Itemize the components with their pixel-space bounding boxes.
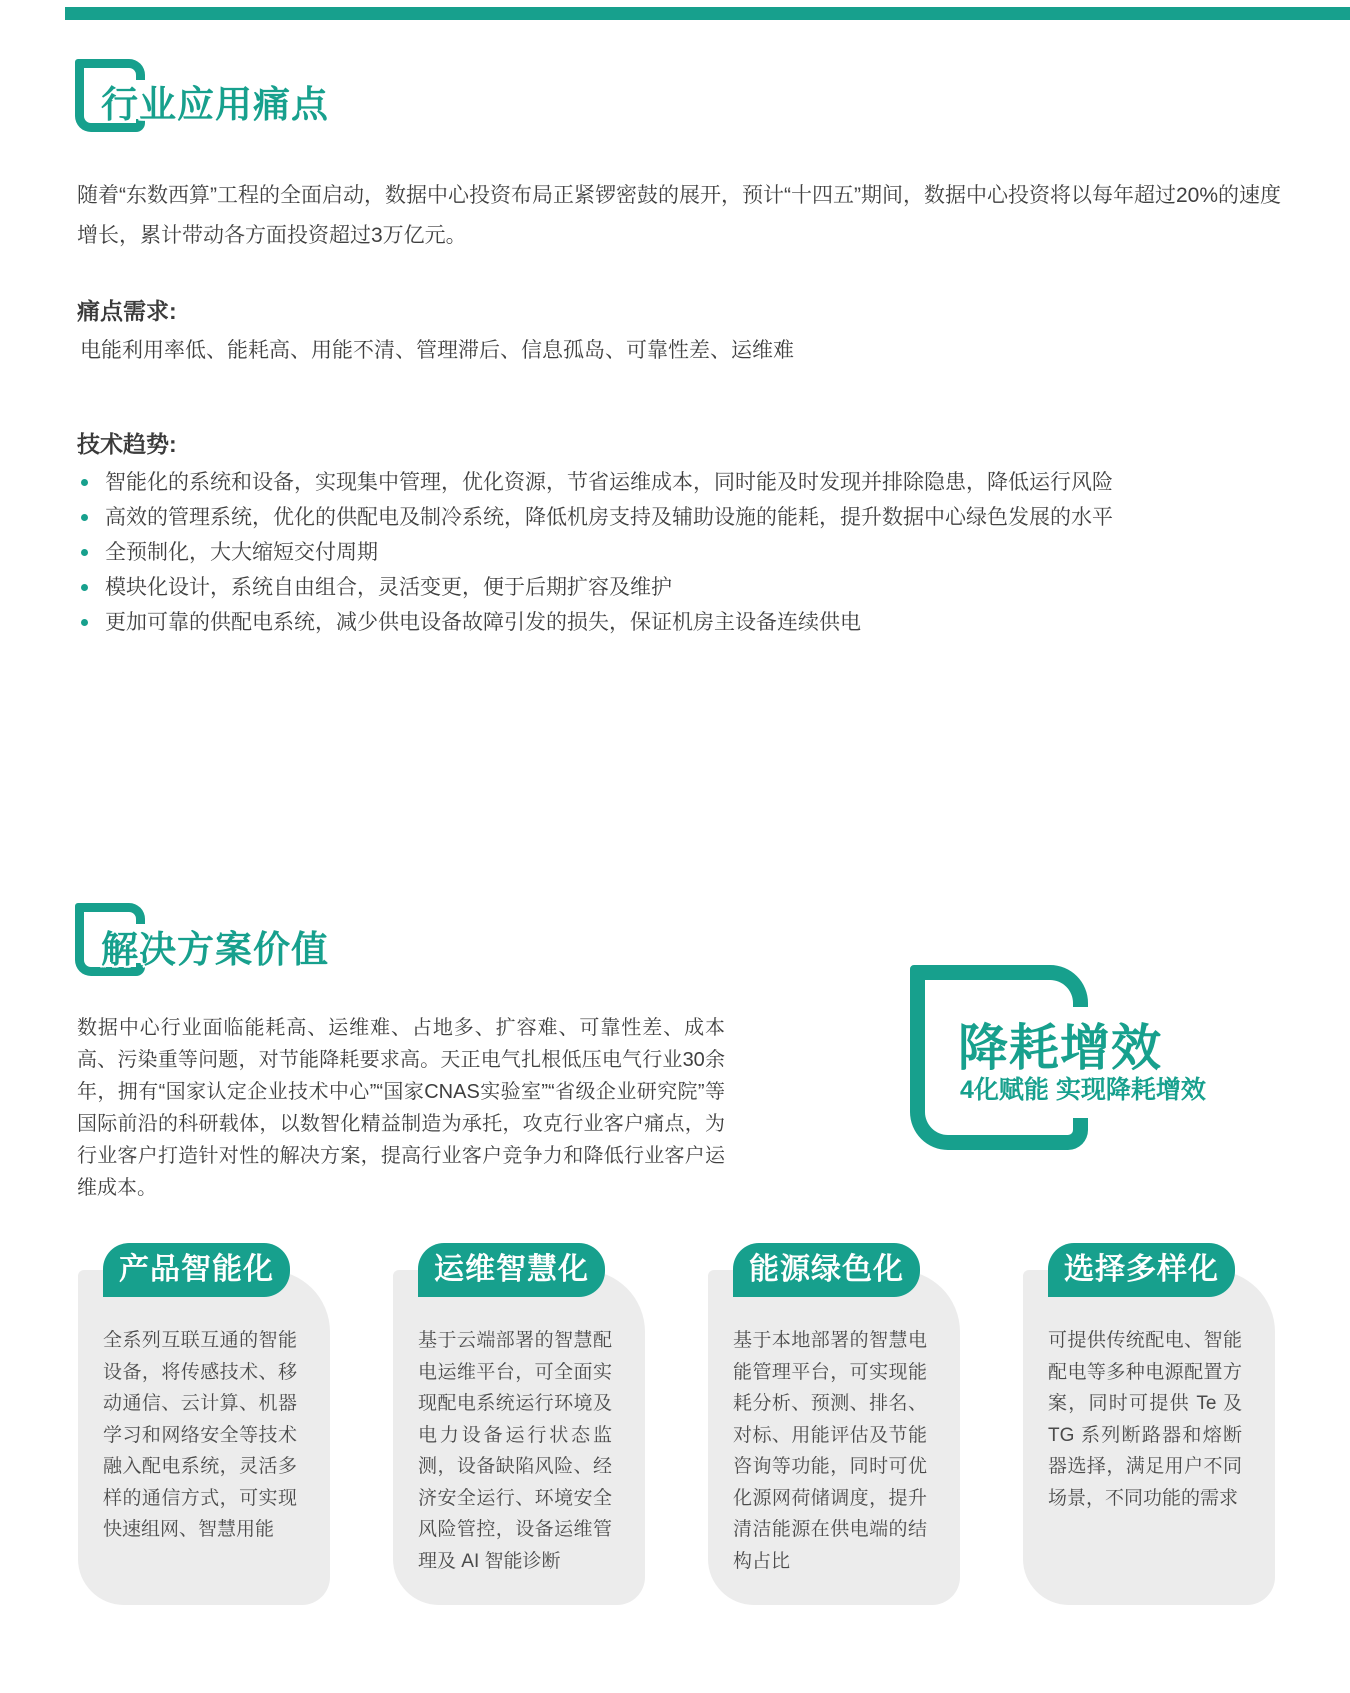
trend-bullet-item bbox=[77, 577, 1307, 598]
trend-bullet-item bbox=[77, 542, 1307, 563]
card-body-text: 全系列互联互通的智能设备，将传感技术、移动通信、云计算、机器学习和网络安全等技术融入配电系统，灵活多样的通信方式，可实现快速组网、智慧用能 bbox=[103, 1330, 297, 1540]
trend-bullet-text: 智能化的系统和设备，实现集中管理，优化资源，节省运维成本，同时能及时发现并排除隐患，降低运行风险 bbox=[105, 471, 1113, 494]
bullet-dot-icon bbox=[81, 549, 88, 556]
trend-bullet-text: 全预制化，大大缩短交付周期 bbox=[105, 541, 378, 564]
card-label-badge: 能源绿色化 bbox=[733, 1243, 920, 1297]
trend-bullet-item bbox=[77, 472, 1307, 493]
solution-intro-paragraph: 数据中心行业面临能耗高、运维难、占地多、扩容难、可靠性差、成本高、污染重等问题，对节能降耗要求高。天正电气扎根低压电气行业30余年，拥有“国家认定企业技术中心”“国家CNAS实验室”“省级企业研究院”等国际前沿的科研载体，以数智化精益制造为承托，攻克行业客户痛点，为行业客户打造针对性的解决方案，提高行业客户竞争力和降低行业客户运维成本。 bbox=[77, 1017, 725, 1199]
callout-subtitle: 4化赋能 实现降耗增效 bbox=[960, 1076, 1206, 1104]
card-body-text: 基于本地部署的智慧电能管理平台，可实现能耗分析、预测、排名、对标、用能评估及节能咨询等功能，同时可优化源网荷储调度，提升清洁能源在供电端的结构占比 bbox=[733, 1330, 927, 1572]
tech-trend-list bbox=[77, 472, 1307, 647]
bullet-dot-icon bbox=[81, 479, 88, 486]
industry-intro-paragraph: 随着“东数西算”工程的全面启动，数据中心投资布局正紧锣密鼓的展开，预计“十四五”期间，数据中心投资将以每年超过20%的速度增长，累计带动各方面投资超过3万亿元。 bbox=[77, 184, 1281, 247]
tech-trend-heading: 技术趋势: bbox=[77, 431, 177, 457]
bullet-dot-icon bbox=[81, 584, 88, 591]
card-body-text: 可提供传统配电、智能配电等多种电源配置方案，同时可提供 Te 及 TG 系列断路器和熔断器选择，满足用户不同场景，不同功能的需求 bbox=[1048, 1330, 1242, 1509]
card-body-text: 基于云端部署的智慧配电运维平台，可全面实现配电系统运行环境及电力设备运行状态监测，设备缺陷风险、经济安全运行、环境安全风险管控，设备运维管理及 AI 智能诊断 bbox=[418, 1330, 612, 1572]
card-label-badge: 选择多样化 bbox=[1048, 1243, 1235, 1297]
card-label-badge: 运维智慧化 bbox=[418, 1243, 605, 1297]
trend-bullet-text: 高效的管理系统，优化的供配电及制冷系统，降低机房支持及辅助设施的能耗，提升数据中心绿色发展的水平 bbox=[105, 506, 1113, 529]
pain-demand-text: 电能利用率低、能耗高、用能不清、管理滞后、信息孤岛、可靠性差、运维难 bbox=[80, 339, 794, 362]
trend-bullet-item bbox=[77, 507, 1307, 528]
bullet-dot-icon bbox=[81, 514, 88, 521]
trend-bullet-text: 更加可靠的供配电系统，减少供电设备故障引发的损失，保证机房主设备连续供电 bbox=[105, 611, 861, 634]
callout-title: 降耗增效 bbox=[958, 1020, 1162, 1076]
trend-bullet-item bbox=[77, 612, 1307, 633]
section-title-industry-pain-points: 行业应用痛点 bbox=[101, 84, 329, 125]
trend-bullet-text: 模块化设计，系统自由组合，灵活变更，便于后期扩容及维护 bbox=[105, 576, 672, 599]
card-label-badge: 产品智能化 bbox=[103, 1243, 290, 1297]
pain-demand-heading: 痛点需求: bbox=[77, 298, 177, 324]
bullet-dot-icon bbox=[81, 619, 88, 626]
section-title-solution-value: 解决方案价值 bbox=[101, 929, 329, 970]
top-accent-bar bbox=[65, 7, 1350, 20]
